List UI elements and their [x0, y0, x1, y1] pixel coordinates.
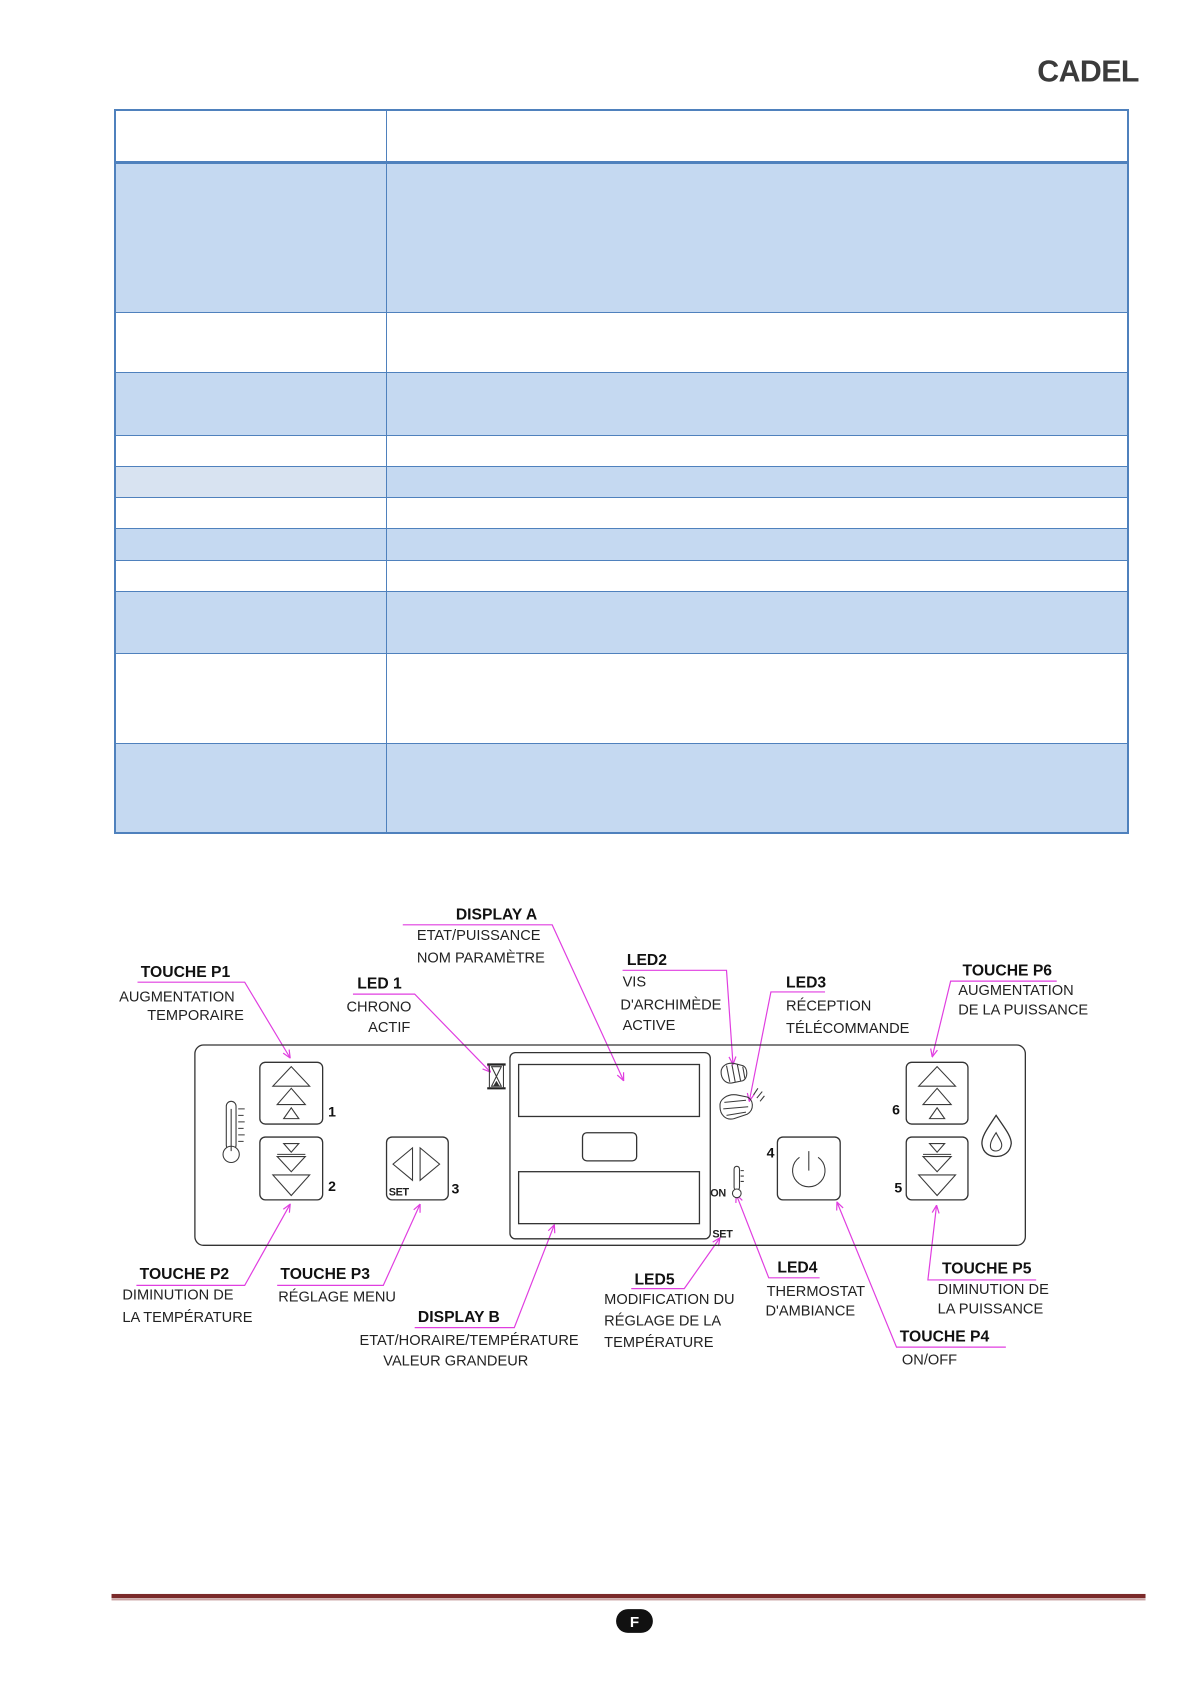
callout-text: RÉGLAGE MENU [278, 1289, 396, 1306]
callout-led3 [749, 975, 909, 1102]
triangle-up-icon [273, 1067, 310, 1119]
callout-touche-p1 [119, 964, 290, 1058]
footer-rule [112, 1594, 1146, 1598]
key-p1-body [260, 1062, 323, 1124]
callout-text: AUGMENTATION [958, 983, 1074, 1000]
triangle-up-icon [919, 1067, 956, 1119]
control-panel-frame [195, 1045, 1025, 1245]
callout-text: VALEUR GRANDEUR [383, 1353, 529, 1370]
callout-title: LED4 [777, 1259, 818, 1277]
display-b-screen [519, 1172, 700, 1224]
callout-text: AUGMENTATION [119, 989, 235, 1006]
callout-text: D'AMBIANCE [765, 1303, 856, 1320]
callout-text: DIMINUTION DE [122, 1287, 234, 1304]
key-p1-number: 1 [328, 1103, 336, 1120]
key-p5-number: 5 [894, 1179, 903, 1196]
remote-reception-icon [720, 1088, 764, 1119]
key-p1 [260, 1062, 323, 1124]
callout-touche-p5 [928, 1205, 1049, 1317]
led4-on-label: ON [710, 1187, 726, 1200]
hourglass-icon [487, 1065, 505, 1089]
display-center-window [583, 1133, 637, 1161]
callout-touche-p6 [932, 963, 1088, 1057]
thermostat-icon [710, 1166, 744, 1199]
callout-title: DISPLAY B [417, 1309, 500, 1327]
callout-text: RÉGLAGE DE LA [604, 1313, 722, 1330]
callout-text: ETAT/PUISSANCE [416, 927, 541, 944]
callout-title: LED3 [786, 974, 827, 992]
key-p4-number: 4 [766, 1144, 775, 1161]
key-p2-number: 2 [328, 1178, 336, 1195]
page-footer [112, 1594, 1146, 1633]
callout-text: THERMOSTAT [766, 1284, 866, 1301]
callout-led2 [620, 952, 733, 1065]
triangle-down-icon [273, 1144, 310, 1196]
key-p3-set-label: SET [388, 1186, 409, 1199]
callout-text: ON/OFF [901, 1352, 958, 1369]
callout-text: D'ARCHIMÈDE [620, 997, 722, 1014]
key-p6 [906, 1062, 968, 1124]
callout-text: MODIFICATION DU [604, 1291, 735, 1308]
control-panel [195, 1045, 1025, 1245]
key-p4 [777, 1137, 840, 1200]
key-p6-number: 6 [892, 1101, 900, 1118]
callout-text: ACTIF [368, 1020, 411, 1037]
callout-title: TOUCHE P6 [962, 962, 1053, 980]
callout-title: TOUCHE P5 [941, 1260, 1032, 1278]
archimedes-screw-icon [721, 1063, 747, 1083]
display-a-screen [519, 1065, 700, 1117]
triangle-down-icon [919, 1144, 956, 1196]
callout-text: RÉCEPTION [786, 998, 872, 1015]
callout-title: TOUCHE P4 [899, 1328, 990, 1346]
power-icon [793, 1151, 825, 1187]
language-badge-label: F [629, 1613, 640, 1631]
callout-touche-p2 [122, 1204, 290, 1326]
callout-led4 [736, 1194, 865, 1319]
callout-text: NOM PARAMÈTRE [416, 950, 545, 967]
thermometer-icon [223, 1101, 245, 1162]
callout-title: DISPLAY A [455, 906, 538, 924]
callout-text: VIS [622, 974, 647, 991]
callout-text: CHRONO [346, 999, 412, 1016]
callout-led1 [346, 976, 490, 1072]
callout-text: DE LA PUISSANCE [958, 1002, 1089, 1019]
key-p3 [387, 1137, 449, 1200]
callout-text: ACTIVE [622, 1017, 676, 1034]
callout-text: TEMPORAIRE [147, 1008, 244, 1025]
callout-leader-line [403, 925, 624, 1081]
brand-logo: CADEL [1037, 55, 1139, 89]
callout-led5 [604, 1238, 734, 1351]
callout-text: DIMINUTION DE [937, 1282, 1049, 1299]
callout-text: TEMPÉRATURE [604, 1335, 714, 1352]
callout-text: ETAT/HORAIRE/TEMPÉRATURE [359, 1332, 579, 1349]
left-right-arrows-icon [393, 1148, 440, 1180]
callout-title: TOUCHE P1 [140, 963, 231, 981]
callout-touche-p3 [277, 1204, 420, 1305]
key-p5 [906, 1137, 968, 1200]
key-p2-body [260, 1137, 323, 1200]
footer-rule-shadow [112, 1599, 1146, 1601]
key-p6-body [906, 1062, 968, 1124]
callout-title: LED5 [634, 1271, 675, 1289]
display-unit [510, 1053, 710, 1239]
callout-title: TOUCHE P2 [139, 1265, 230, 1283]
key-p2 [260, 1137, 323, 1200]
key-p5-body [906, 1137, 968, 1200]
callout-title: LED2 [626, 951, 668, 969]
callout-title: TOUCHE P3 [280, 1265, 370, 1283]
callout-title: LED 1 [357, 975, 402, 993]
led5-set-label: SET [712, 1228, 733, 1241]
callout-text: LA PUISSANCE [937, 1301, 1044, 1318]
callout-text: TÉLÉCOMMANDE [786, 1021, 910, 1038]
display-frame [510, 1053, 710, 1239]
callout-text: LA TEMPÉRATURE [122, 1310, 253, 1327]
flame-icon [982, 1115, 1011, 1156]
key-p3-number: 3 [451, 1180, 460, 1197]
callout-display-a [403, 906, 624, 1080]
